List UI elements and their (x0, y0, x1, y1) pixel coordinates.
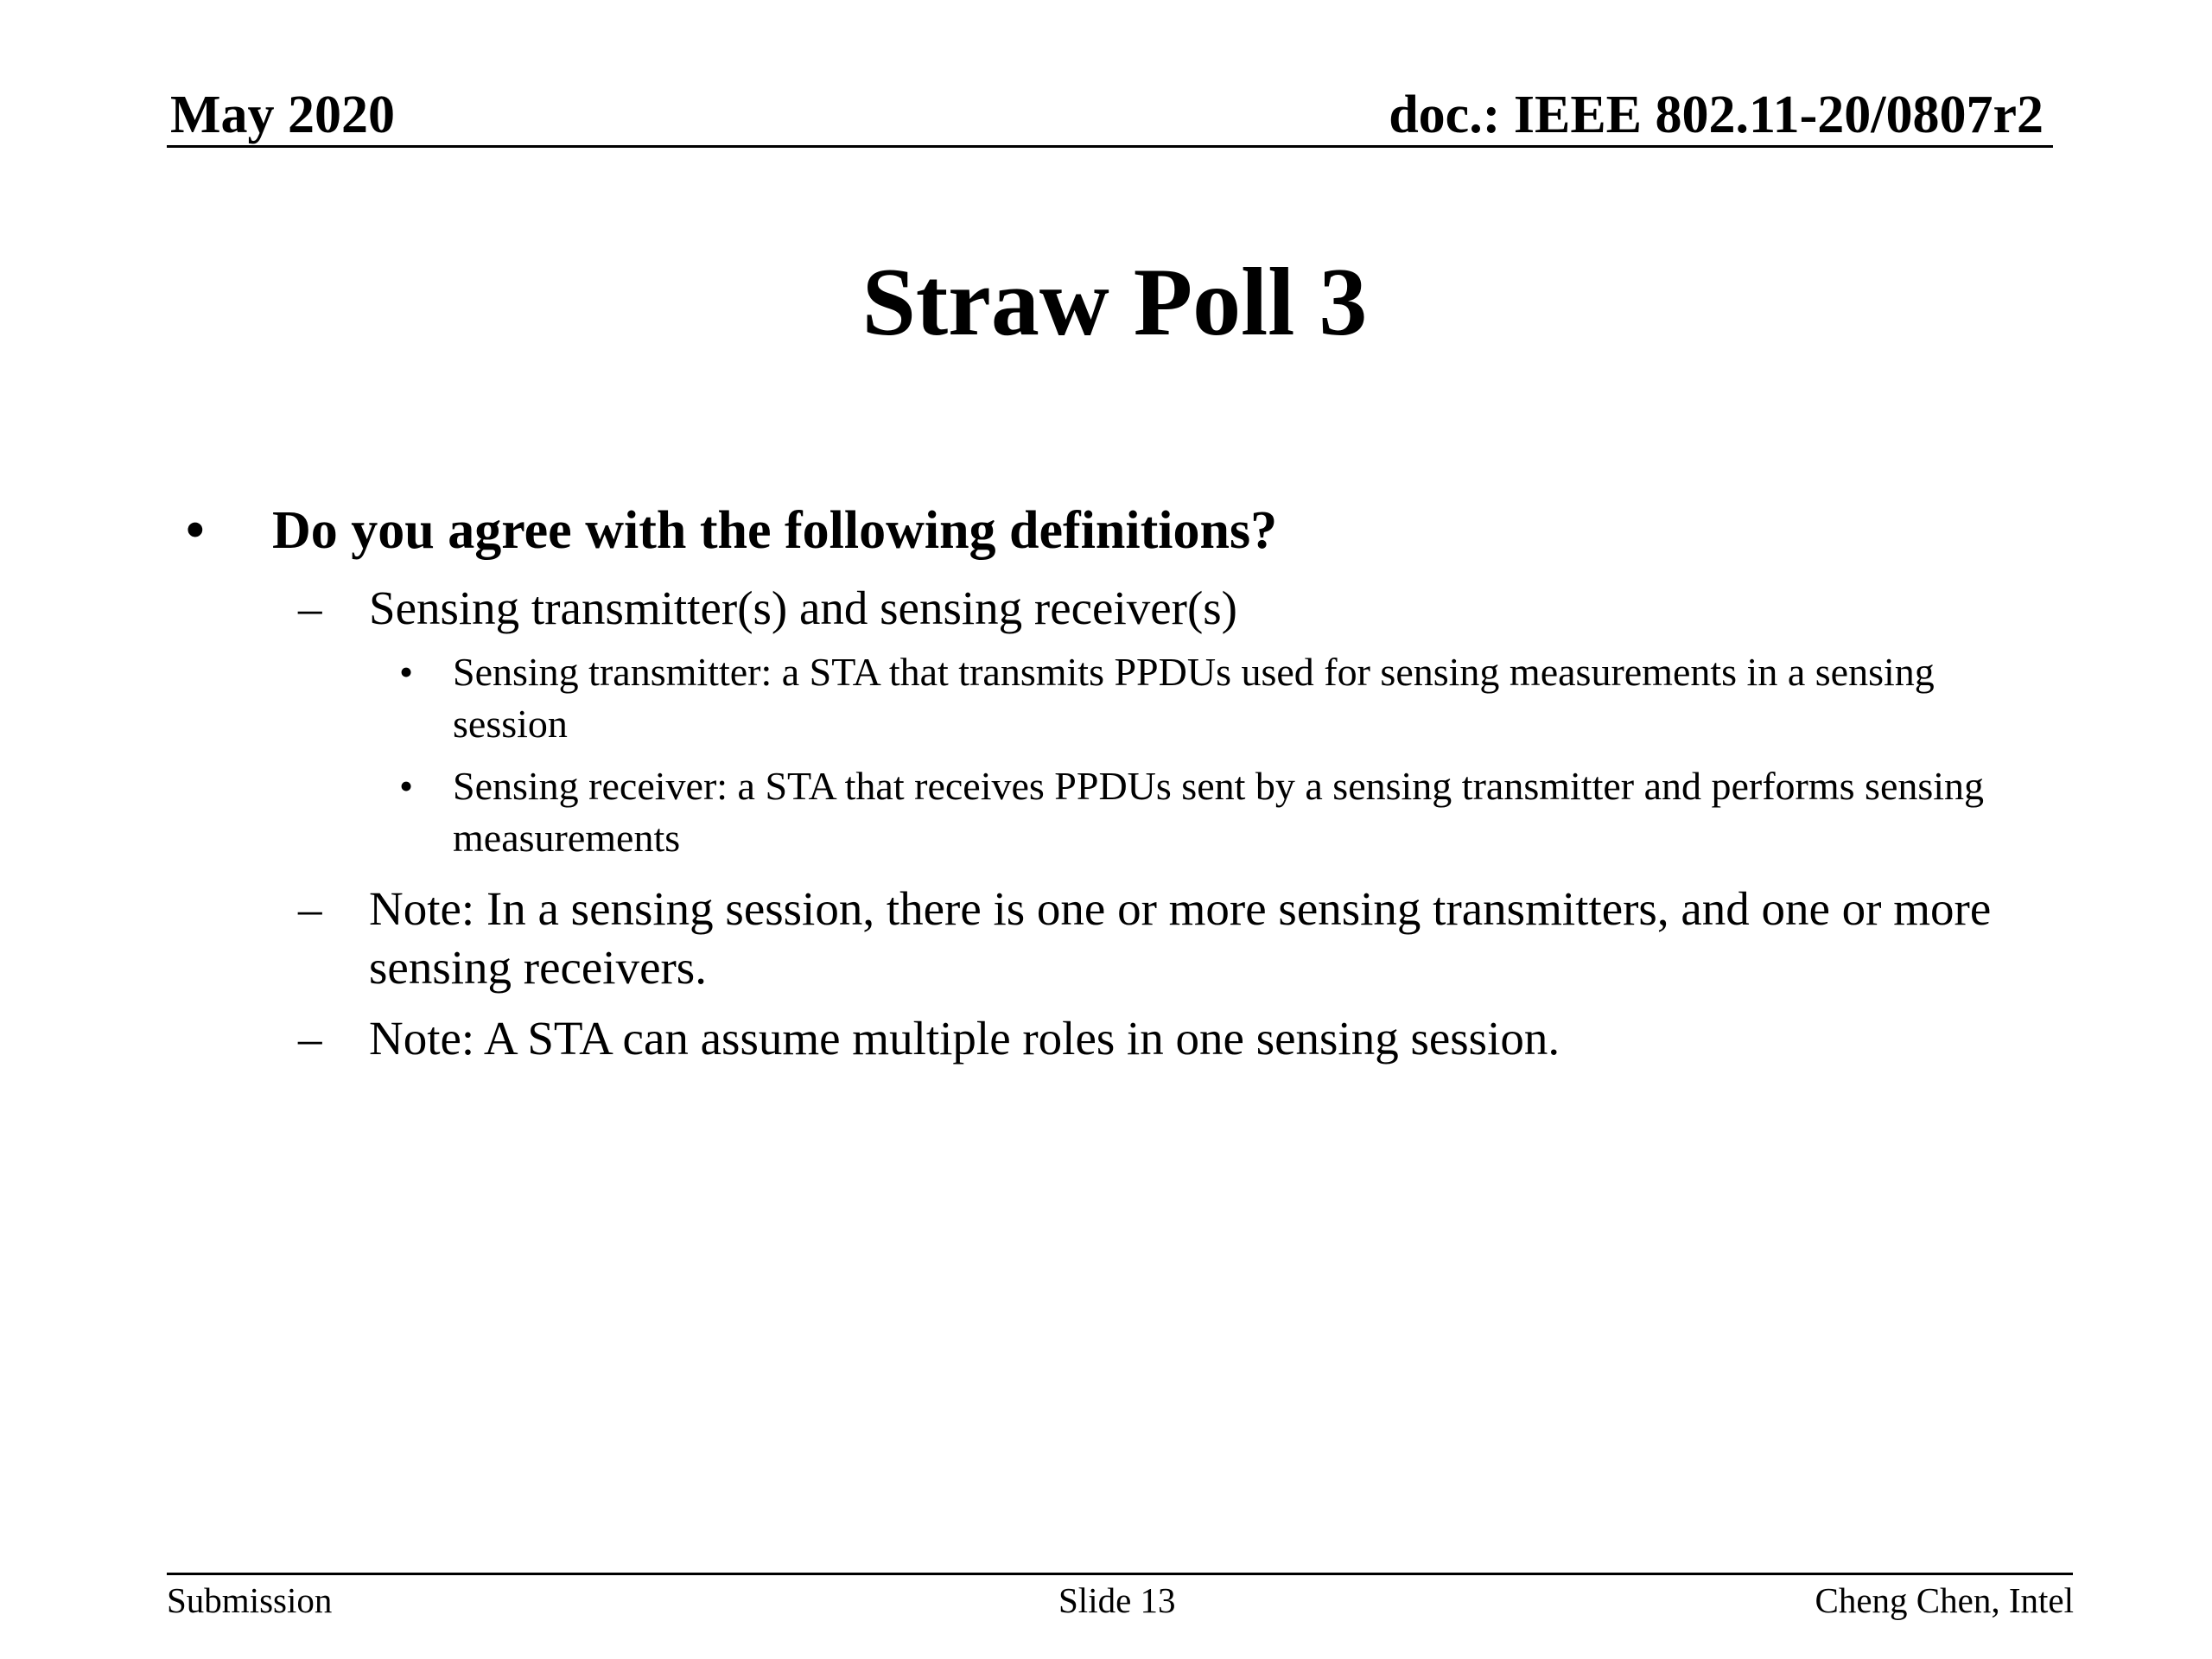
note-multiple-roles (298, 1009, 2009, 1068)
definition-sensing-transmitter (399, 646, 2024, 750)
header-date: May 2020 (170, 86, 396, 144)
footer-author: Cheng Chen, Intel (1815, 1580, 2074, 1620)
definition-text: Sensing receiver: a STA that receives PPDUs sent by a sensing transmitter and performs sensing measurements (453, 764, 1985, 860)
bullet-dot-icon: • (399, 650, 414, 694)
dash-bullet-icon: – (298, 882, 322, 935)
dash-bullet-icon: – (298, 582, 322, 634)
definition-text: Sensing transmitter: a STA that transmits PPDUs used for sensing measurements in a sensing session (453, 650, 1935, 746)
slide-title: Straw Poll 3 (861, 249, 1368, 356)
footer-submission: Submission (167, 1580, 333, 1620)
question-text: Do you agree with the following definitions? (272, 501, 1278, 560)
header-doc-id: doc.: IEEE 802.11-20/0807r2 (1389, 86, 2044, 144)
dash-bullet-icon: – (298, 1012, 322, 1065)
header-divider (167, 145, 2053, 148)
bullet-dot-icon: • (399, 764, 414, 808)
definition-sensing-receiver (399, 760, 2024, 864)
footer-divider (167, 1573, 2073, 1575)
sub-bullet-text: Sensing transmitter(s) and sensing receiver(s) (369, 582, 1237, 634)
note-session-composition (298, 880, 2009, 997)
bullet-dot-icon: • (186, 501, 205, 560)
sub-bullet-sensing-roles (298, 579, 2009, 638)
note-text: Note: A STA can assume multiple roles in one sensing session. (369, 1012, 1560, 1065)
note-text: Note: In a sensing session, there is one or more sensing transmitters, and one or more sensing receivers. (369, 882, 1992, 994)
footer-slide-number: Slide 13 (1058, 1580, 1176, 1620)
